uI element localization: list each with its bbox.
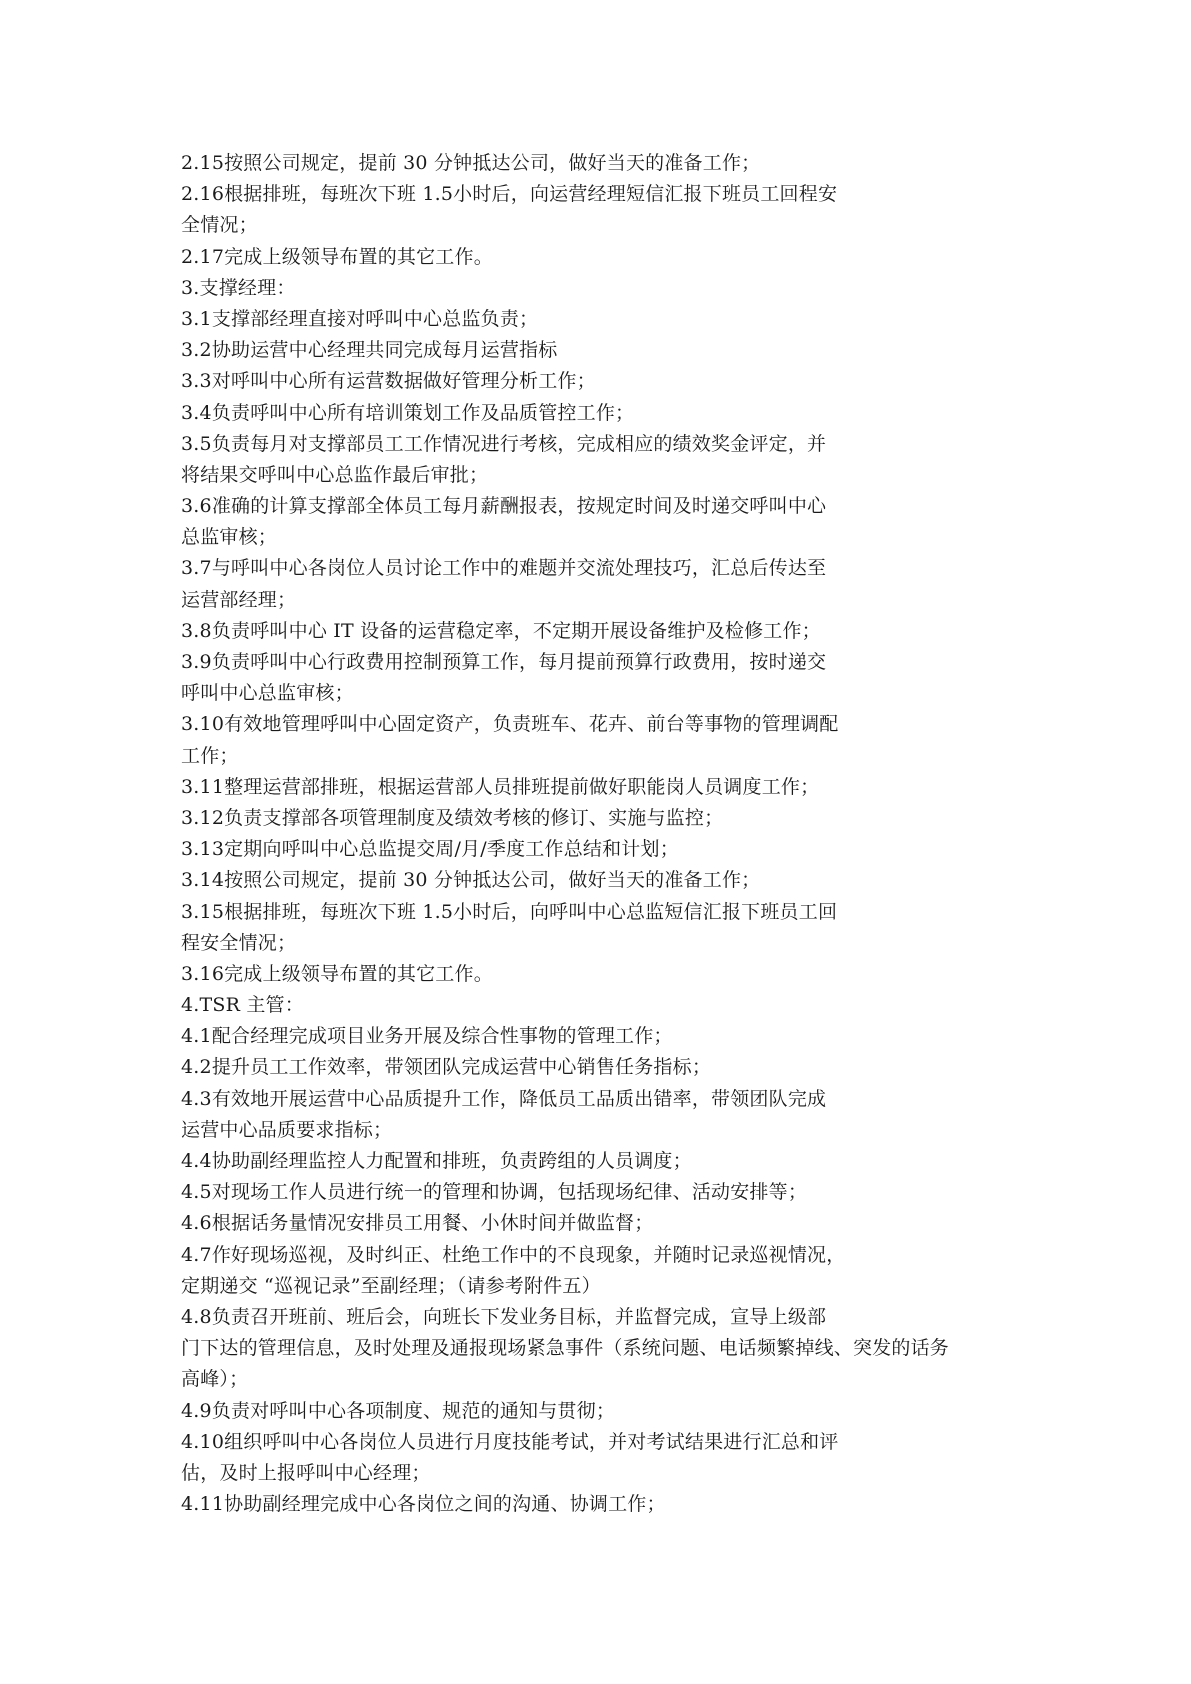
text-line: 4.4协助副经理监控人力配置和排班，负责跨组的人员调度； — [181, 1150, 692, 1172]
text-line: 3.11整理运营部排班，根据运营部人员排班提前做好职能岗人员调度工作； — [181, 775, 820, 798]
text-line: 3.10有效地管理呼叫中心固定资产，负责班车、花卉、前台等事物的管理调配 — [181, 713, 839, 736]
text-line: 4.10组织呼叫中心各岗位人员进行月度技能考试，并对考试结果进行汇总和评 — [181, 1430, 839, 1453]
text-line: 4.1配合经理完成项目业务开展及综合性事物的管理工作； — [181, 1025, 673, 1048]
text-line: 4.5对现场工作人员进行统一的管理和协调，包括现场纪律、活动安排等； — [181, 1181, 808, 1204]
text-line: 3.14按照公司规定，提前 30 分钟抵达公司，做好当天的准备工作； — [181, 869, 761, 892]
text-line: 全情况； — [181, 214, 258, 237]
text-line: 4.TSR 主管： — [181, 994, 304, 1017]
text-line: 2.15按照公司规定，提前 30 分钟抵达公司，做好当天的准备工作； — [181, 152, 761, 174]
text-line: 4.3有效地开展运营中心品质提升工作，降低员工品质出错率，带领团队完成 — [181, 1087, 827, 1110]
text-line: 3.3对呼叫中心所有运营数据做好管理分析工作； — [181, 370, 596, 393]
text-line: 3.9负责呼叫中心行政费用控制预算工作，每月提前预算行政费用，按时递交 — [181, 651, 827, 673]
text-line: 将结果交呼叫中心总监作最后审批； — [181, 463, 489, 486]
text-line: 4.2提升员工工作效率，带领团队完成运营中心销售任务指标； — [181, 1056, 712, 1079]
text-line: 运营部经理； — [181, 588, 297, 611]
text-line: 高峰）； — [181, 1368, 249, 1391]
text-line: 3.6准确的计算支撑部全体员工每月薪酬报表，按规定时间及时递交呼叫中心 — [181, 495, 827, 518]
text-line: 3.5负责每月对支撑部员工工作情况进行考核，完成相应的绩效奖金评定，并 — [181, 432, 827, 455]
text-line: 4.7作好现场巡视，及时纠正、杜绝工作中的不良现象，并随时记录巡视情况， — [181, 1243, 846, 1266]
text-line: 3.1支撑部经理直接对呼叫中心总监负责； — [181, 307, 539, 330]
text-line: 4.8负责召开班前、班后会，向班长下发业务目标，并监督完成，宣导上级部 — [181, 1305, 827, 1328]
text-line: 估，及时上报呼叫中心经理； — [181, 1461, 431, 1484]
text-line: 3.16完成上级领导布置的其它工作。 — [181, 962, 493, 985]
text-line: 2.16根据排班，每班次下班 1.5小时后，向运营经理短信汇报下班员工回程安 — [181, 183, 838, 206]
text-line: 4.11协助副经理完成中心各岗位之间的沟通、协调工作； — [181, 1493, 666, 1516]
text-line: 3.15根据排班，每班次下班 1.5小时后，向呼叫中心总监短信汇报下班员工回 — [181, 900, 838, 923]
text-line: 4.6根据话务量情况安排员工用餐、小休时间并做监督； — [181, 1212, 654, 1235]
text-line: 门下达的管理信息，及时处理及通报现场紧急事件（系统问题、电话频繁掉线、突发的话务 — [181, 1337, 950, 1360]
text-line: 3.13定期向呼叫中心总监提交周/月/季度工作总结和计划； — [181, 838, 679, 861]
text-line: 3.12负责支撑部各项管理制度及绩效考核的修订、实施与监控； — [181, 806, 724, 829]
text-line: 3.4负责呼叫中心所有培训策划工作及品质管控工作； — [181, 401, 635, 424]
text-line: 呼叫中心总监审核； — [181, 682, 354, 705]
text-line: 2.17完成上级领导布置的其它工作。 — [181, 245, 493, 268]
document-body — [181, 148, 1061, 1520]
text-line: 程安全情况； — [181, 931, 297, 954]
text-line: 总监审核； — [181, 526, 278, 549]
text-line: 工作； — [181, 744, 239, 767]
text-line: 4.9负责对呼叫中心各项制度、规范的通知与贯彻； — [181, 1399, 616, 1422]
text-line: 定期递交 “巡视记录”至副经理；（请参考附件五） — [181, 1274, 601, 1297]
text-line: 3.7与呼叫中心各岗位人员讨论工作中的难题并交流处理技巧，汇总后传达至 — [181, 557, 827, 580]
text-line: 运营中心品质要求指标； — [181, 1118, 393, 1141]
text-line: 3.2协助运营中心经理共同完成每月运营指标 — [181, 339, 558, 362]
text-line: 3.支撑经理： — [181, 276, 296, 299]
text-line: 3.8负责呼叫中心 IT 设备的运营稳定率，不定期开展设备维护及检修工作； — [181, 619, 821, 642]
